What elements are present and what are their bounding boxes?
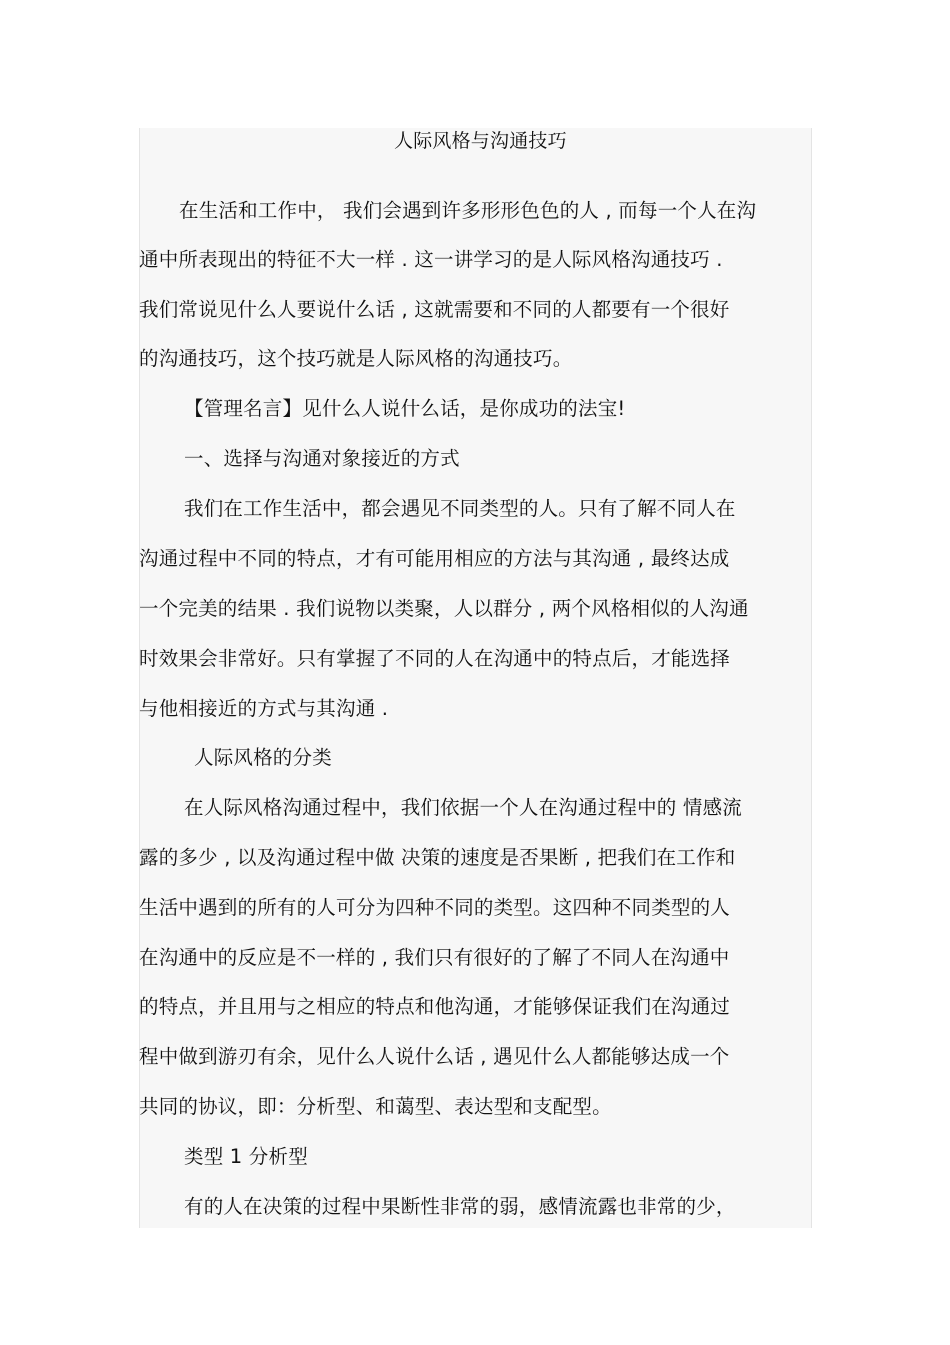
body-line: 时效果会非常好。只有掌握了不同的人在沟通中的特点后，才能选择	[139, 647, 731, 670]
body-line: 我们常说见什么人要说什么话 , 这就需要和不同的人都要有一个很好	[139, 298, 730, 321]
body-line: 通中所表现出的特征不大一样 . 这一讲学习的是人际风格沟通技巧 .	[139, 248, 723, 271]
body-line: 在沟通中的反应是不一样的 , 我们只有很好的了解了不同人在沟通中	[139, 946, 730, 969]
body-line: 一个完美的结果 . 我们说物以类聚，人以群分 , 两个风格相似的人沟通	[139, 597, 749, 620]
body-line: 的特点，并且用与之相应的特点和他沟通，才能够保证我们在沟通过	[139, 995, 731, 1018]
body-line: 在人际风格沟通过程中，我们依据一个人在沟通过程中的 情感流	[184, 796, 742, 819]
body-line: 沟通过程中不同的特点，才有可能用相应的方法与其沟通 , 最终达成	[139, 547, 730, 570]
body-line: 的沟通技巧，这个技巧就是人际风格的沟通技巧。	[139, 347, 573, 370]
body-line: 生活中遇到的所有的人可分为四种不同的类型。这四种不同类型的人	[139, 896, 731, 919]
body-line: 我们在工作生活中，都会遇见不同类型的人。只有了解不同人在	[184, 497, 736, 520]
body-line: 与他相接近的方式与其沟通 .	[139, 697, 389, 720]
section-heading: 一、选择与沟通对象接近的方式	[184, 447, 460, 470]
body-line: 有的人在决策的过程中果断性非常的弱，感情流露也非常的少，	[184, 1195, 736, 1218]
management-quote: 【管理名言】见什么人说什么话，是你成功的法宝!	[184, 397, 626, 420]
type-heading: 类型 1 分析型	[184, 1145, 308, 1168]
body-line: 程中做到游刃有余，见什么人说什么话 , 遇见什么人都能够达成一个	[139, 1045, 730, 1068]
body-line: 在生活和工作中， 我们会遇到许多形形色色的人 , 而每一个人在沟	[179, 199, 757, 222]
body-line: 露的多少 , 以及沟通过程中做 决策的速度是否果断 , 把我们在工作和	[139, 846, 736, 869]
body-line: 共同的协议，即：分析型、和蔼型、表达型和支配型。	[139, 1095, 612, 1118]
subsection-heading: 人际风格的分类	[194, 746, 332, 769]
document-title: 人际风格与沟通技巧	[394, 130, 567, 152]
